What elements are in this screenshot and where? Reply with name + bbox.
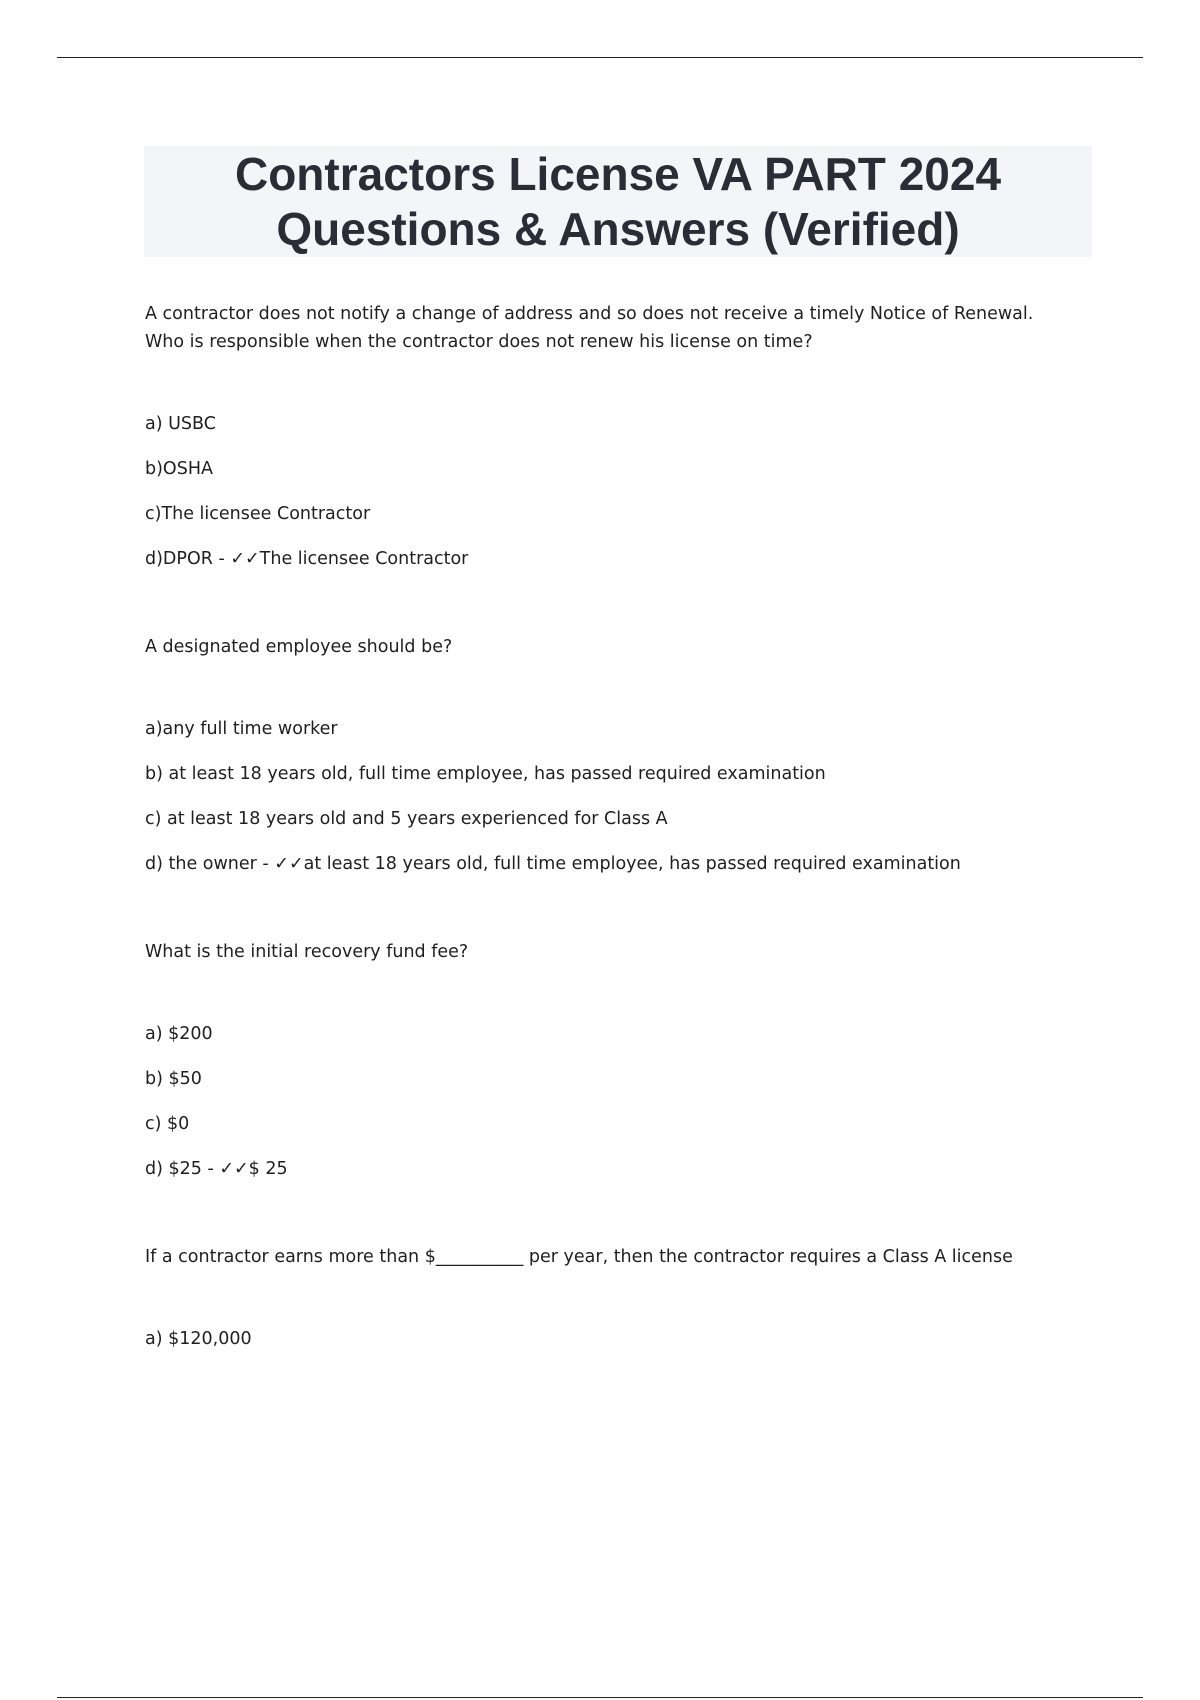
correct-answer: The licensee Contractor — [259, 549, 469, 569]
question-text: What is the initial recovery fund fee? — [145, 942, 469, 962]
questions-body — [145, 300, 1085, 1351]
option-d: d) $25 - ✓✓$ 25 — [145, 1159, 288, 1179]
question-block — [145, 300, 1085, 571]
option-a: a) USBC — [145, 414, 216, 434]
correct-answer: at least 18 years old, full time employee, has passed required examination — [303, 854, 961, 874]
answer-options — [145, 1022, 1085, 1181]
title-line-1: Contractors License VA PART 2024 — [234, 147, 1002, 200]
option-a: a) $200 — [145, 1024, 213, 1044]
title-line-2: Questions & Answers (Verified) — [276, 202, 960, 255]
question-text: A designated employee should be? — [145, 637, 453, 657]
correct-answer: $ 25 — [248, 1159, 288, 1179]
option-b: b) at least 18 years old, full time employee, has passed required examination — [145, 764, 826, 784]
option-c: c) at least 18 years old and 5 years experienced for Class A — [145, 809, 668, 829]
bottom-rule — [57, 1697, 1143, 1698]
option-a: a) $120,000 — [145, 1329, 252, 1349]
document-title — [235, 147, 1001, 257]
question-text: A contractor does not notify a change of address and so does not receive a timely Notice of Renewal. Who is responsible when the contractor does not renew his license on time? — [145, 304, 1034, 352]
question-text: If a contractor earns more than $__________ per year, then the contractor requires a Class A license — [145, 1247, 1013, 1267]
option-d: d) the owner - ✓✓at least 18 years old, full time employee, has passed required examination — [145, 854, 961, 874]
option-d: d)DPOR - ✓✓The licensee Contractor — [145, 549, 469, 569]
question-block — [145, 938, 1085, 1181]
answer-options — [145, 1327, 1085, 1351]
check-mark-icon: ✓✓ — [219, 1159, 249, 1179]
question-block — [145, 633, 1085, 876]
option-c: c)The licensee Contractor — [145, 504, 371, 524]
check-mark-icon: ✓✓ — [274, 854, 304, 874]
question-block — [145, 1243, 1085, 1351]
check-mark-icon: ✓✓ — [230, 549, 260, 569]
option-b: b)OSHA — [145, 459, 213, 479]
answer-options — [145, 717, 1085, 876]
answer-options — [145, 412, 1085, 571]
top-rule — [57, 57, 1143, 58]
title-banner — [144, 146, 1092, 257]
option-a: a)any full time worker — [145, 719, 338, 739]
option-c: c) $0 — [145, 1114, 190, 1134]
option-b: b) $50 — [145, 1069, 202, 1089]
